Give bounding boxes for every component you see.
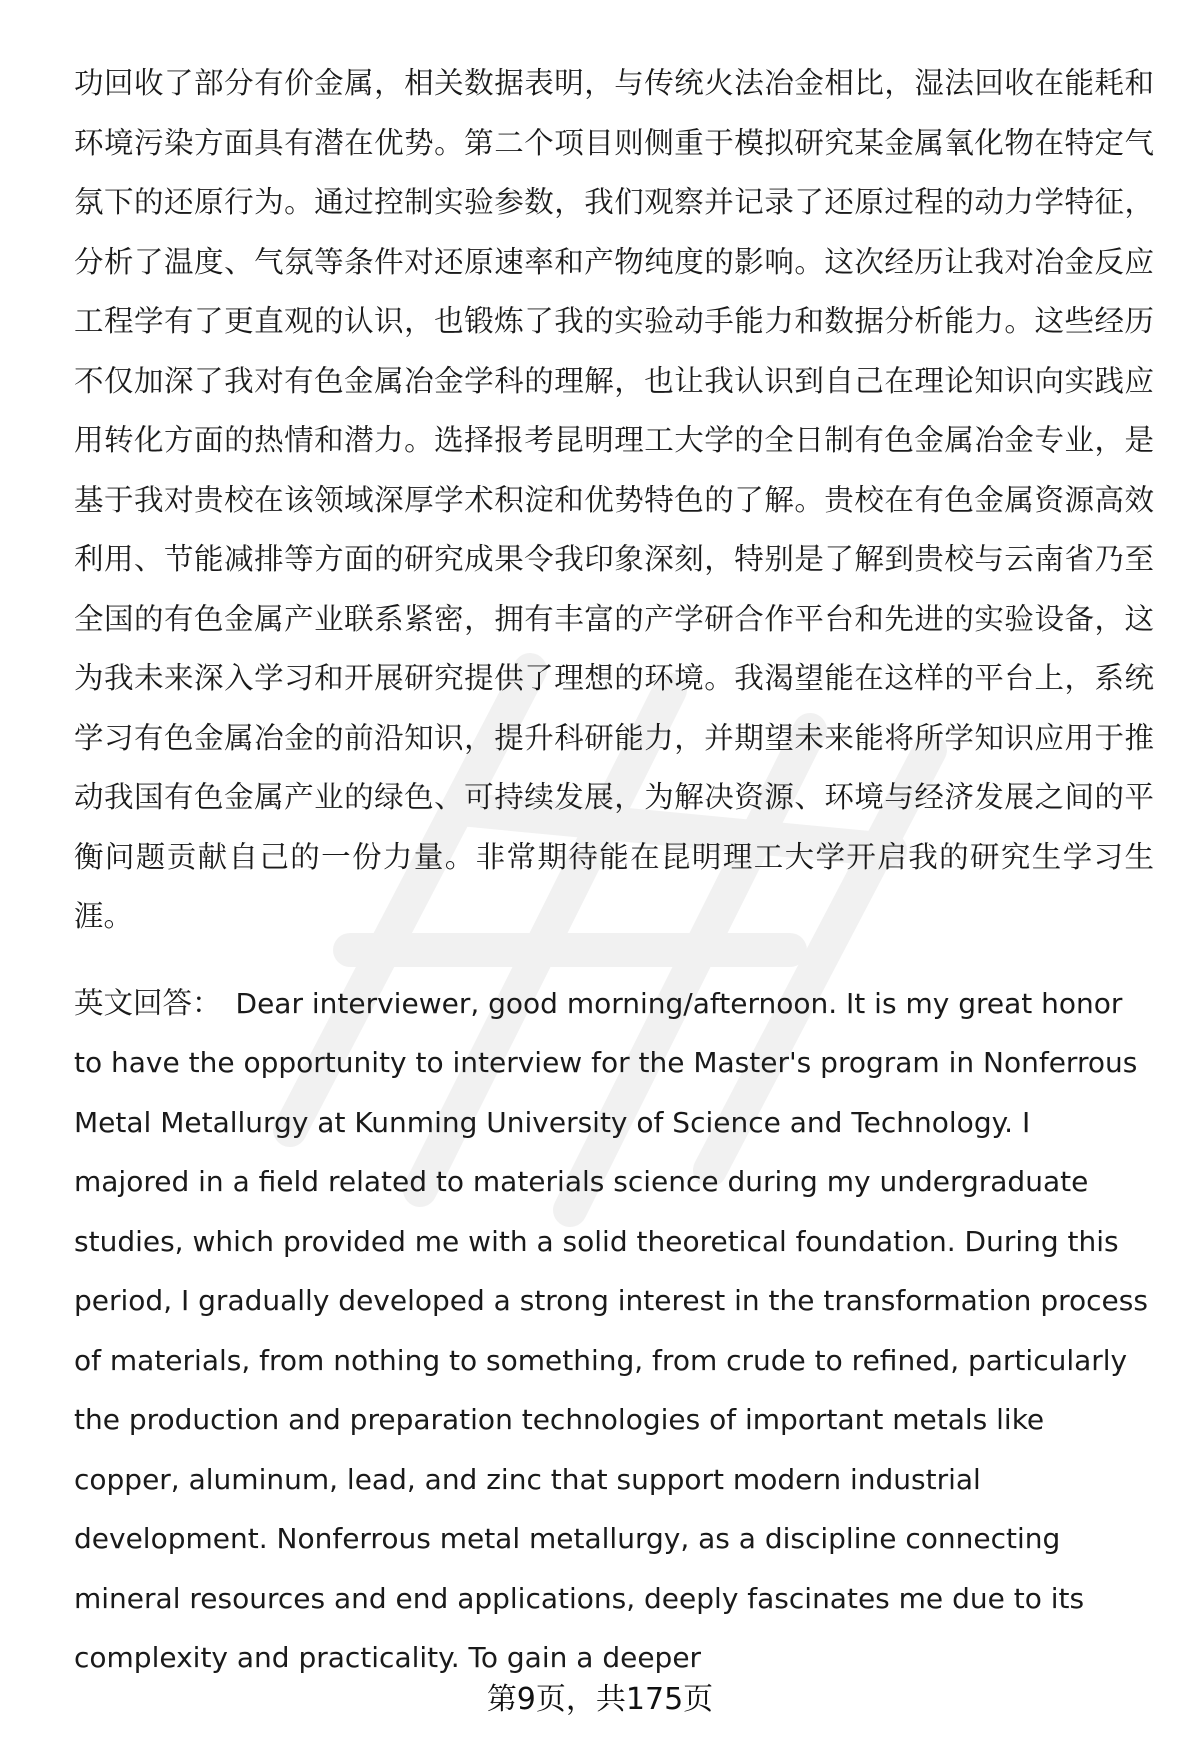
chinese-answer-paragraph: 功回收了部分有价金属，相关数据表明，与传统火法冶金相比，湿法回收在能耗和环境污染方面具有潜在优势。第二个项目则侧重于模拟研究某金属氧化物在特定气氛下的还原行为。通过控制实验参数，我们观察并记录了还原过程的动力学特征，分析了温度、气氛等条件对还原速率和产物纯度的影响。这次经历让我对冶金反应工程学有了更直观的认识，也锻炼了我的实验动手能力和数据分析能力。这些经历不仅加深了我对有色金属冶金学科的理解，也让我认识到自己在理论知识向实践应用转化方面的热情和潜力。选择报考昆明理工大学的全日制有色金属冶金专业，是基于我对贵校在该领域深厚学术积淀和优势特色的了解。贵校在有色金属资源高效利用、节能减排等方面的研究成果令我印象深刻，特别是了解到贵校与云南省乃至全国的有色金属产业联系紧密，拥有丰富的产学研合作平台和先进的实验设备，这为我未来深入学习和开展研究提供了理想的环境。我渴望能在这样的平台上，系统学习有色金属冶金的前沿知识，提升科研能力，并期望未来能将所学知识应用于推动我国有色金属产业的绿色、可持续发展，为解决资源、环境与经济发展之间的平衡问题贡献自己的一份力量。非常期待能在昆明理工大学开启我的研究生学习生涯。	[74, 66, 1154, 933]
document-body	[74, 54, 1154, 1688]
english-answer-text: Dear interviewer, good morning/afternoon. It is my great honor to have the opportunity to interview for the Master's program in Nonferrous Metal Metallurgy at Kunming University of Science and Technology. I majored in a field related to materials science during my undergraduate studies, which provided me with a solid theoretical foundation. During this period, I gradually developed a strong interest in the transformation process of materials, from nothing to something, from crude to refined, particularly the production and preparation technologies of important metals like copper, aluminum, lead, and zinc that support modern industrial development. Nonferrous metal metallurgy, as a discipline connecting mineral resources and end applications, deeply fascinates me due to its complexity and practicality. To gain a deeper	[74, 986, 1148, 1674]
page-number-footer: 第9页，共175页	[486, 1682, 714, 1717]
english-answer-paragraph	[74, 974, 1154, 1688]
english-answer-label: 英文回答：	[74, 985, 222, 1020]
